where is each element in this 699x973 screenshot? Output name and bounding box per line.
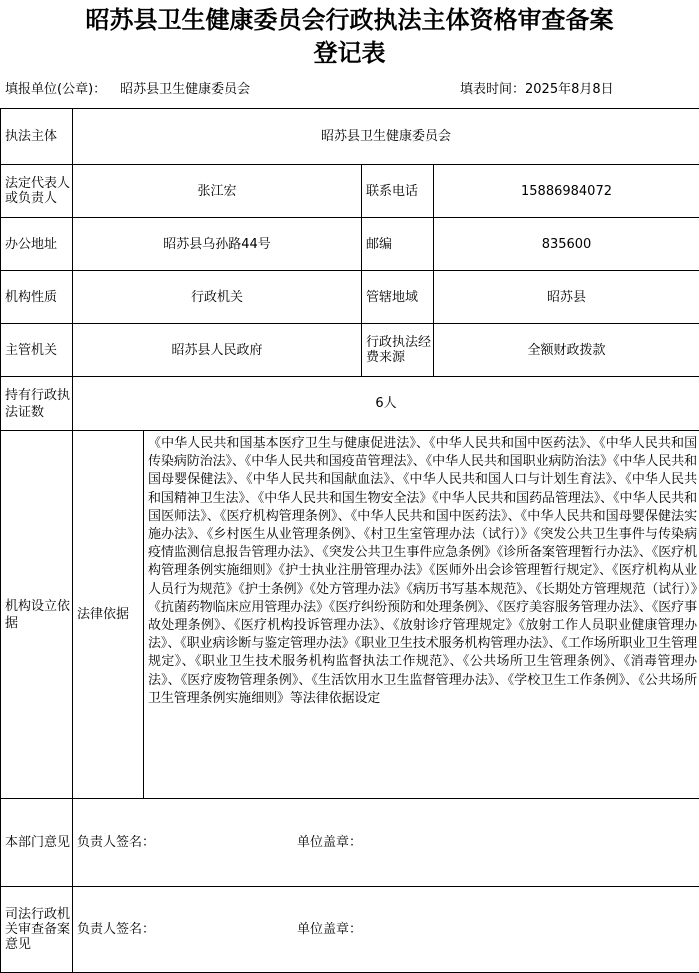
phone-label: 联系电话: [362, 165, 434, 218]
row-subject: [1, 109, 699, 165]
filing-date-value: 2025年8月8日: [525, 82, 614, 97]
judicial-signer-label: 负责人签名：: [77, 922, 155, 937]
filing-unit-label: 填报单位(公章)：: [5, 82, 106, 97]
phone-value: 15886984072: [434, 165, 699, 218]
nature-label: 机构性质: [1, 271, 73, 324]
legal-text: 《中华人民共和国基本医疗卫生与健康促进法》、《中华人民共和国中医药法》、《中华人民共和国传染病防治法》、《中华人民共和国疫苗管理法》、《中华人民共和国职业病防治法》《中华人民共和国母婴保健法》、《中华人民共和国献血法》、《中华人民共和国人口与计划生育法》、《中华人民共和国精神卫生法》、《中华人民共和国生物安全法》《中华人民共和国药品管理法》、《中华人民共和国医师法》、《医疗机构管理条例》、《中华人民共和国中医药法》、《中华人民共和国母婴保健法实施办法》、《乡村医生从业管理条例》、《村卫生室管理办法（试行）》《突发公共卫生事件与传染病疫情监测信息报告管理办法》、《突发公共卫生事件应急条例》《诊所备案管理暂行办法》、《医疗机构管理条例实施细则》《护士执业注册管理办法》《医师外出会诊管理暂行规定》、《医疗机构从业人员行为规范》《护士条例》《处方管理办法》《病历书写基本规范》、《长期处方管理规范（试行）》《抗菌药物临床应用管理办法》《医疗纠纷预防和处理条例》、《医疗美容服务管理办法》、《医疗事故处理条例》、《医疗机构投诉管理办法》、《放射诊疗管理规定》《放射工作人员职业健康管理办法》、《职业病诊断与鉴定管理办法》《职业卫生技术服务机构管理办法》、《工作场所职业卫生管理规定》、《职业卫生技术服务机构监督执法工作规范》、《公共场所卫生管理条例》、《消毒管理办法》、《医疗废物管理条例》、《生活饮用水卫生监督管理办法》、《学校卫生工作条例》、《公共场所卫生管理条例实施细则》等法律依据设定: [144, 431, 699, 799]
address-value: 昭苏县乌孙路44号: [73, 218, 362, 271]
row-representative: [1, 165, 699, 218]
form-title-line1: 昭苏县卫生健康委员会行政执法主体资格审查备案: [0, 4, 699, 37]
authority-label: 主管机关: [1, 324, 73, 377]
rep-label: 法定代表人或负责人: [1, 165, 73, 218]
rep-value: 张江宏: [73, 165, 362, 218]
subject-value: 昭苏县卫生健康委员会: [73, 109, 699, 165]
legal-label: 法律依据: [73, 431, 144, 799]
row-judicial-opinion: [1, 887, 699, 973]
row-certificates: [1, 377, 699, 431]
form-title-line2: 登记表: [0, 37, 699, 70]
nature-value: 行政机关: [73, 271, 362, 324]
postcode-label: 邮编: [362, 218, 434, 271]
row-dept-opinion: [1, 799, 699, 887]
registration-table: [0, 108, 699, 973]
form-title: [0, 4, 699, 70]
row-address: [1, 218, 699, 271]
postcode-value: 835600: [434, 218, 699, 271]
judicial-seal-label: 单位盖章：: [297, 921, 362, 938]
funding-label: 行政执法经费来源: [362, 324, 434, 377]
filing-unit: [5, 80, 250, 100]
region-value: 昭苏县: [434, 271, 699, 324]
row-authority: [1, 324, 699, 377]
dept-signature-area: [73, 799, 699, 887]
filing-date: [460, 80, 614, 100]
cert-label: 持有行政执法证数: [1, 377, 73, 431]
judicial-signature-area: [73, 887, 699, 973]
dept-label: 本部门意见: [1, 799, 73, 887]
filing-date-label: 填表时间：: [460, 82, 525, 97]
funding-value: 全额财政拨款: [434, 324, 699, 377]
region-label: 管辖地域: [362, 271, 434, 324]
dept-seal-label: 单位盖章：: [297, 834, 362, 851]
cert-value: 6人: [73, 377, 699, 431]
address-label: 办公地址: [1, 218, 73, 271]
basis-label: 机构设立依据: [1, 431, 73, 799]
row-nature: [1, 271, 699, 324]
row-basis: [1, 431, 699, 799]
authority-value: 昭苏县人民政府: [73, 324, 362, 377]
subject-label: 执法主体: [1, 109, 73, 165]
filing-unit-value: 昭苏县卫生健康委员会: [120, 82, 250, 97]
judicial-label: 司法行政机关审查备案意见: [1, 887, 73, 973]
dept-signer-label: 负责人签名：: [77, 835, 155, 850]
